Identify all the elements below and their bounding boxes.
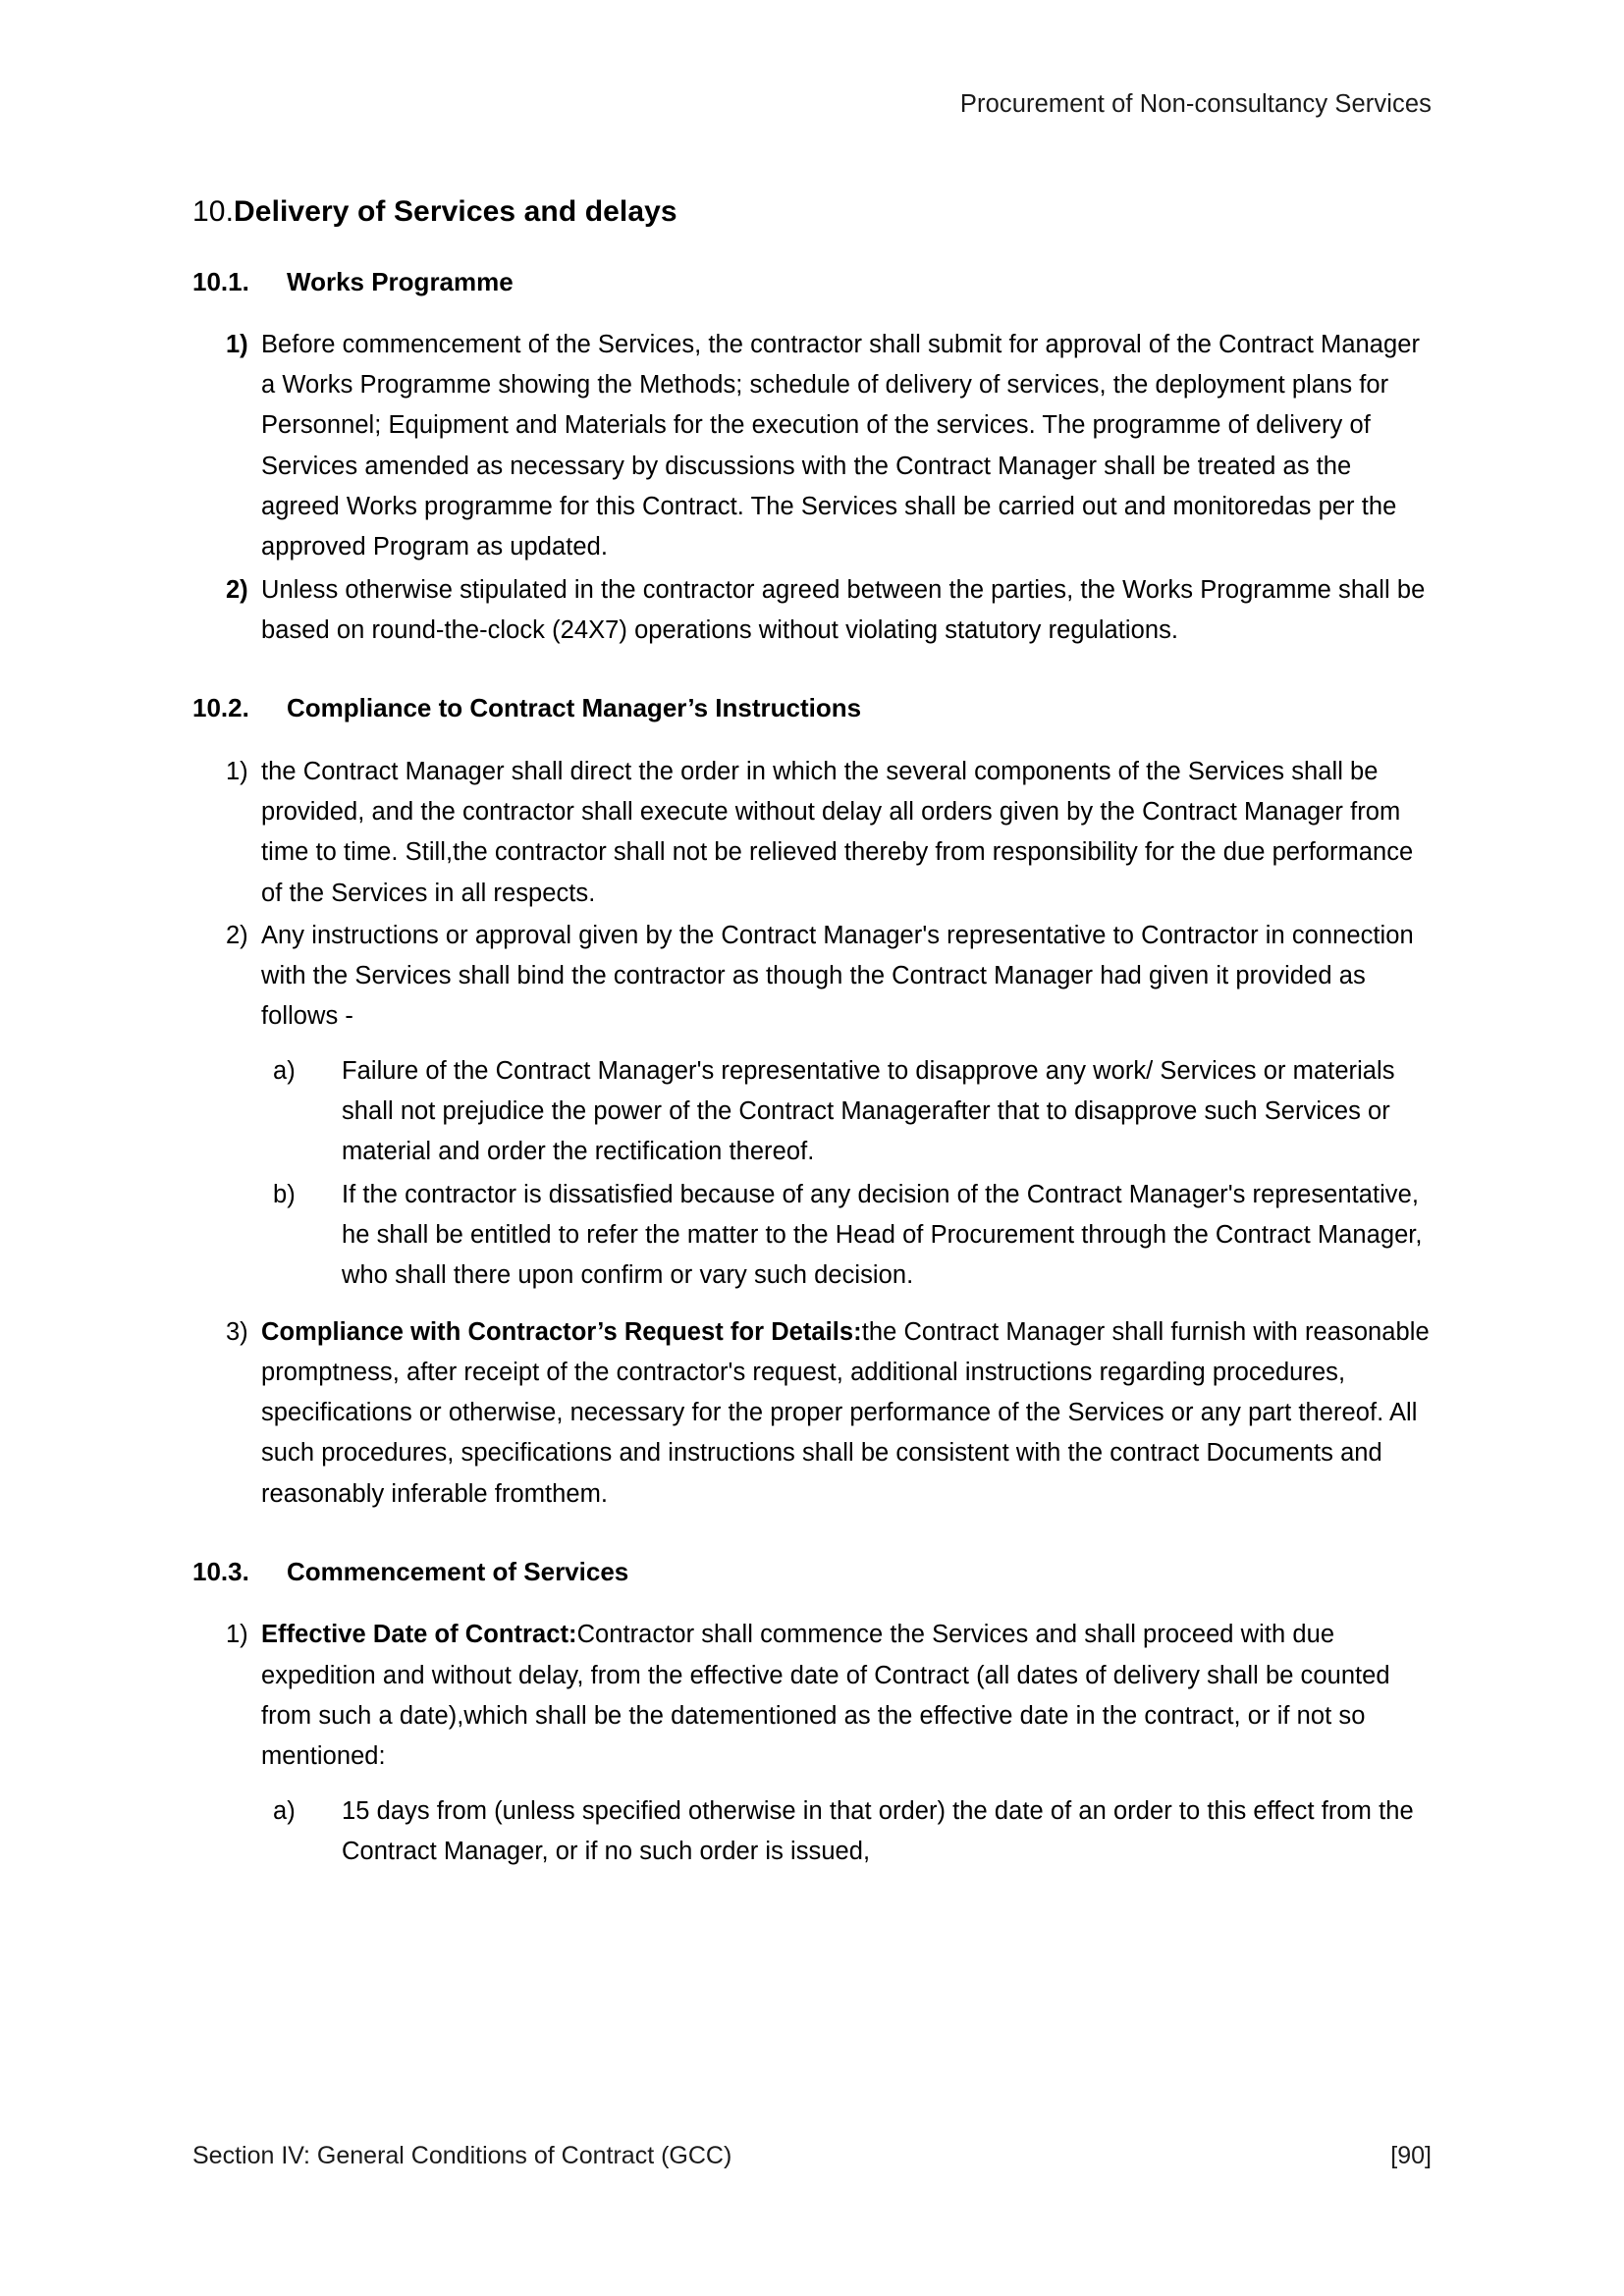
list-text: 15 days from (unless specified otherwise in that order) the date of an order to this effect from the Contract Manager, or if no such order is issued, xyxy=(342,1796,1414,1865)
list-text: Contractor shall commence the Services and shall proceed with due expedition and without delay, from the effective date of Contract (all dates of delivery shall be counted from such a date),which shall be the datementioned as the effective date in the contract, or if not so mentioned: xyxy=(261,1621,1390,1771)
subsection-number: 10.3. xyxy=(192,1557,249,1586)
list-marker: 1) xyxy=(226,1621,248,1649)
sub-clause-list xyxy=(261,1051,1432,1297)
subsection-number: 10.2. xyxy=(192,693,249,723)
list-text: the Contract Manager shall furnish with reasonable promptness, after receipt of the contractor's request, additional instructions regarding procedures, specifications or otherwise, necessary for the proper performance of the Services or any part thereof. All such procedures, specifications and instructions shall be consistent with the contract Documents and reasonably inferable fromthem. xyxy=(261,1317,1430,1508)
page-footer xyxy=(192,2142,1432,2170)
clause-list xyxy=(192,752,1432,1515)
list-text-group xyxy=(261,916,1432,1310)
list-item xyxy=(192,1312,1432,1515)
list-marker: 2) xyxy=(226,575,248,604)
list-item xyxy=(261,1051,1432,1173)
section-title: Delivery of Services and delays xyxy=(234,195,677,228)
list-text: If the contractor is dissatisfied because of any decision of the Contract Manager's representative, he shall be entitled to refer the matter to the Head of Procurement through the Contract Manager, who shall there upon confirm or vary such decision. xyxy=(342,1180,1423,1290)
subsection-10-3 xyxy=(192,1554,1432,1886)
clause-lead-in: Effective Date of Contract: xyxy=(261,1621,577,1649)
list-text-group xyxy=(261,1615,1432,1886)
clause-lead-in: Compliance with Contractor’s Request for Details: xyxy=(261,1317,862,1346)
list-text-group xyxy=(261,1312,1432,1515)
page-number: [90] xyxy=(1390,2142,1432,2169)
list-item xyxy=(192,325,1432,568)
list-item xyxy=(261,1791,1432,1873)
list-marker: 3) xyxy=(226,1317,248,1346)
list-marker: a) xyxy=(273,1056,296,1085)
list-item xyxy=(192,752,1432,914)
list-text: Unless otherwise stipulated in the contractor agreed between the parties, the Works Programme shall be based on round-the-clock (24X7) operations without violating statutory regulations. xyxy=(261,575,1426,644)
list-text: Any instructions or approval given by the Contract Manager's representative to Contractor in connection with the Services shall bind the contractor as though the Contract Manager had given it provided as follows - xyxy=(261,921,1414,1031)
list-item xyxy=(192,1615,1432,1886)
list-text: Failure of the Contract Manager's representative to disapprove any work/ Services or materials shall not prejudice the power of the Contract Managerafter that to disapprove such Services or material and order the rectification thereof. xyxy=(342,1056,1395,1166)
subsection-number: 10.1. xyxy=(192,266,249,296)
subsection-heading xyxy=(192,1554,1432,1589)
list-item xyxy=(192,570,1432,652)
subsection-heading xyxy=(192,264,1432,299)
list-text: Before commencement of the Services, the contractor shall submit for approval of the Contract Manager a Works Programme showing the Methods; schedule of delivery of services, the deployment plans for Personnel; Equipment and Materials for the execution of the services. The programme of delivery of Services amended as necessary by discussions with the Contract Manager shall be treated as the agreed Works programme for this Contract. The Services shall be carried out and monitoredas per the approved Program as updated. xyxy=(261,330,1421,561)
list-marker: 2) xyxy=(226,921,248,949)
list-marker: a) xyxy=(273,1796,296,1825)
clause-list xyxy=(192,1615,1432,1886)
footer-section-label: Section IV: General Conditions of Contract (GCC) xyxy=(192,2142,732,2169)
header-title: Procurement of Non-consultancy Services xyxy=(959,90,1432,118)
list-marker: b) xyxy=(273,1180,296,1208)
subsection-10-2 xyxy=(192,690,1432,1515)
list-text: the Contract Manager shall direct the order in which the several components of the Services shall be provided, and the contractor shall execute without delay all orders given by the Contract Manager from time to time. Still,the contractor shall not be relieved thereby from responsibility for the due performance of the Services in all respects. xyxy=(261,757,1414,907)
clause-list xyxy=(192,325,1432,651)
section-heading xyxy=(192,192,1432,233)
list-marker: 1) xyxy=(226,757,248,785)
sub-clause-list xyxy=(261,1791,1432,1873)
subsection-title: Works Programme xyxy=(287,266,514,296)
subsection-title: Commencement of Services xyxy=(287,1557,629,1586)
subsection-title: Compliance to Contract Manager’s Instructions xyxy=(287,693,862,723)
list-item xyxy=(192,916,1432,1310)
document-body xyxy=(192,192,1432,1888)
subsection-10-1 xyxy=(192,264,1432,652)
section-number: 10. xyxy=(192,195,235,228)
subsection-heading xyxy=(192,690,1432,725)
list-marker: 1) xyxy=(226,330,248,358)
page-header xyxy=(0,90,1432,119)
list-item xyxy=(261,1175,1432,1297)
